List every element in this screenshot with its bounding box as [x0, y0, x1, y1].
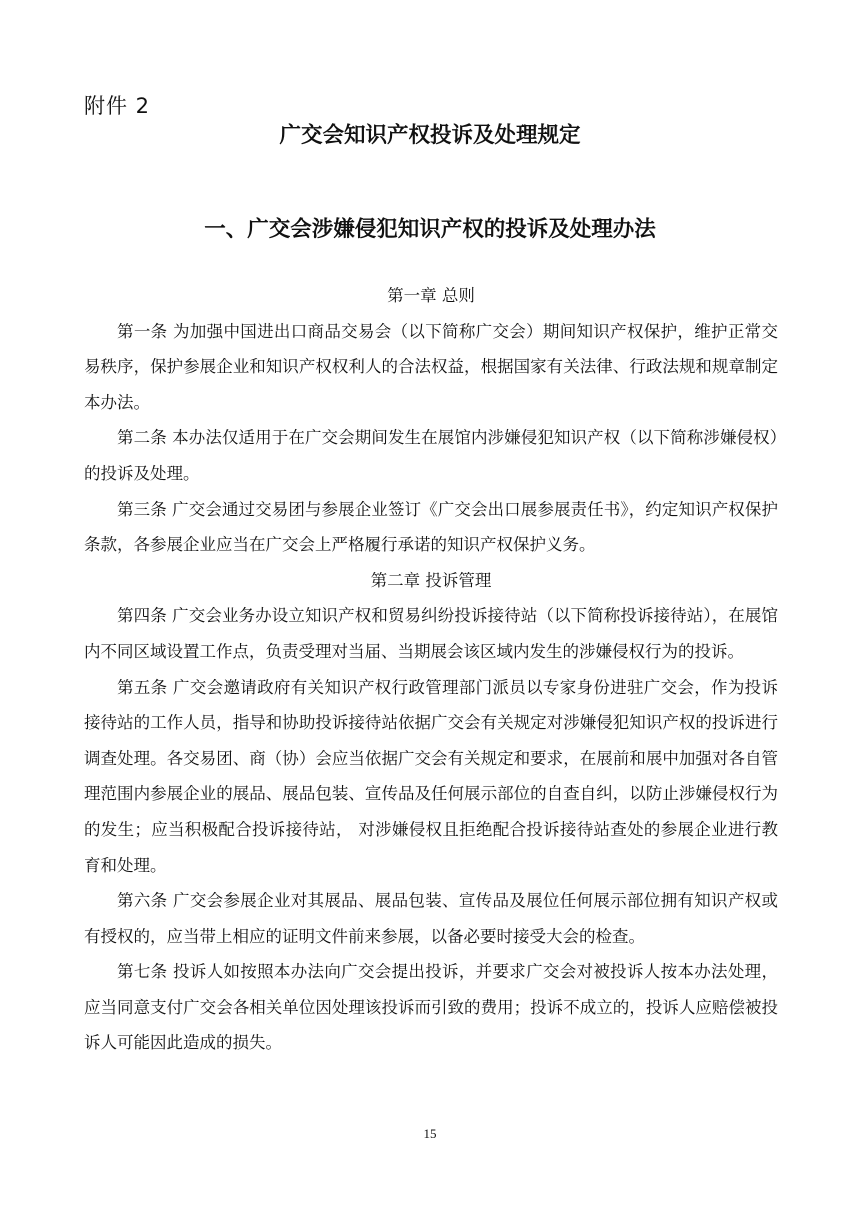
article-paragraph: 第四条 广交会业务办设立知识产权和贸易纠纷投诉接待站（以下简称投诉接待站），在展馆内不同区域设置工作点，负责受理对当届、当期展会该区域内发生的涉嫌侵权行为的投诉。: [84, 606, 778, 661]
section-title: 一、广交会涉嫌侵犯知识产权的投诉及处理办法: [204, 217, 656, 242]
article-paragraph: 第三条 广交会通过交易团与参展企业签订《广交会出口展参展责任书》，约定知识产权保护条款，各参展企业应当在广交会上严格履行承诺的知识产权保护义务。: [84, 499, 778, 555]
attachment-label: 附件 2: [84, 94, 151, 118]
chapter-heading: 第一章 总则: [387, 286, 475, 305]
document-body: [84, 278, 778, 1061]
article-paragraph: 第七条 投诉人如按照本办法向广交会提出投诉，并要求广交会对被投诉人按本办法处理，应当同意支付广交会各相关单位因处理该投诉而引致的费用；投诉不成立的，投诉人应赔偿被投诉人可能因此造成的损失。: [84, 962, 778, 1053]
article-paragraph: 第五条 广交会邀请政府有关知识产权行政管理部门派员以专家身份进驻广交会，作为投诉接待站的工作人员，指导和协助投诉接待站依据广交会有关规定对涉嫌侵犯知识产权的投诉进行调查处理。各交易团、商（协）会应当依据广交会有关规定和要求，在展前和展中加强对各自管理范围内参展企业的展品、展品包装、宣传品及任何展示部位的自查自纠，以防止涉嫌侵权行为的发生；应当积极配合投诉接待站， 对涉嫌侵权且拒绝配合投诉接待站查处的参展企业进行教育和处理。: [84, 677, 778, 875]
article-paragraph: 第六条 广交会参展企业对其展品、展品包装、宣传品及展位任何展示部位拥有知识产权或有授权的，应当带上相应的证明文件前来参展，以备必要时接受大会的检查。: [84, 891, 778, 946]
chapter-heading: 第二章 投诉管理: [370, 570, 492, 590]
article-paragraph: 第二条 本办法仅适用于在广交会期间发生在展馆内涉嫌侵犯知识产权（以下简称涉嫌侵权）的投诉及处理。: [84, 428, 778, 483]
page-number: 15: [423, 1126, 437, 1141]
article-paragraph: 第一条 为加强中国进出口商品交易会（以下简称广交会）期间知识产权保护，维护正常交易秩序，保护参展企业和知识产权权利人的合法权益，根据国家有关法律、行政法规和规章制定本办法。: [84, 321, 778, 412]
document-title: 广交会知识产权投诉及处理规定: [279, 123, 581, 148]
